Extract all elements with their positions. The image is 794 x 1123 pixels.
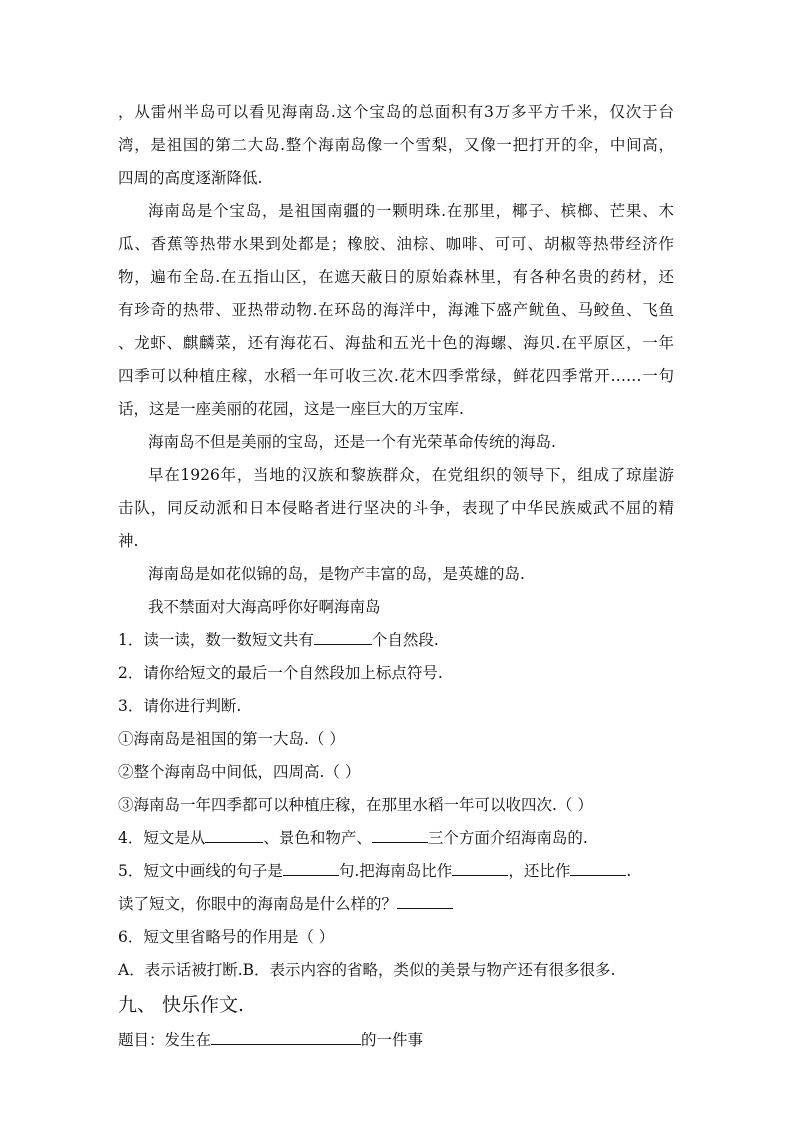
answer-blank[interactable] — [372, 828, 428, 843]
passage-line: 早在1926年，当地的汉族和黎族群众，在党组织的领导下，组成了琼崖游 — [148, 466, 674, 484]
passage-line: ，从雷州半岛可以看见海南岛.这个宝岛的总面积有3万多平方千米，仅次于台 — [118, 103, 674, 121]
passage-line: 、龙虾、麒麟菜，还有海花石、海盐和五光十色的海螺、海贝.在平原区，一年 — [118, 334, 674, 352]
passage-line: 瓜、香蕉等热带水果到处都是；橡胶、油棕、咖啡、可可、胡椒等热带经济作 — [118, 235, 674, 253]
answer-blank[interactable] — [570, 861, 626, 876]
passage-line: 有珍奇的热带、亚热带动物.在环岛的海洋中，海滩下盛产鱿鱼、马鲛鱼、飞鱼 — [118, 301, 674, 319]
question-5: 5．短文中画线的句子是 句.把海南岛比作 ，还比作 . — [118, 862, 632, 880]
passage-line: 四周的高度逐渐降低. — [118, 169, 263, 187]
judgement-item[interactable]: ③海南岛一年四季都可以种植庄稼，在那里水稻一年可以收四次.（ ） — [118, 796, 593, 814]
passage-line: 神. — [118, 532, 139, 550]
question-4: 4．短文是从 、景色和物产、 三个方面介绍海南岛的. — [118, 829, 588, 847]
answer-blank[interactable] — [452, 861, 508, 876]
passage-line: 海南岛不但是美丽的宝岛，还是一个有光荣革命传统的海岛. — [148, 433, 556, 451]
answer-blank[interactable] — [205, 828, 263, 843]
answer-blank[interactable] — [283, 861, 339, 876]
passage-line: 话，这是一座美丽的花园，这是一座巨大的万宝库. — [118, 400, 464, 418]
section-heading: 九、 快乐作文. — [118, 994, 245, 1016]
passage-line: 击队，同反动派和日本侵略者进行坚决的斗争，表现了中华民族威武不屈的精 — [118, 499, 674, 517]
judgement-item[interactable]: ②整个海南岛中间低，四周高.（ ） — [118, 763, 361, 781]
passage-line: 海南岛是如花似锦的岛，是物产丰富的岛，是英雄的岛. — [148, 565, 525, 583]
judgement-item[interactable]: ①海南岛是祖国的第一大岛.（ ） — [118, 730, 345, 748]
passage-line: 四季可以种植庄稼，水稻一年可收三次.花木四季常绿，鲜花四季常开……一句 — [118, 367, 674, 385]
passage-line: 湾，是祖国的第二大岛.整个海南岛像一个雪梨，又像一把打开的伞，中间高， — [118, 136, 674, 154]
question-2: 2．请你给短文的最后一个自然段加上标点符号. — [118, 664, 443, 682]
answer-blank[interactable] — [397, 894, 453, 909]
passage-line: 我不禁面对大海高呼你好啊海南岛 — [148, 598, 381, 616]
answer-blank[interactable] — [314, 630, 372, 645]
question-1: 1．读一读，数一数短文共有 个自然段. — [118, 631, 439, 649]
question-5-followup: 读了短文，你眼中的海南岛是什么样的？ — [118, 894, 674, 914]
question-6-options: A．表示话被打断.B．表示内容的省略，类似的美景与物产还有很多很多. — [118, 961, 616, 979]
passage-line: 物，遍布全岛.在五指山区，在遮天蔽日的原始森林里，有各种名贵的药材，还 — [118, 268, 674, 286]
question-3: 3．请你进行判断. — [118, 697, 242, 715]
composition-title: 题目：发生在 的一件事 — [118, 1031, 424, 1049]
question-6: 6．短文里省略号的作用是（ ） — [118, 928, 335, 946]
passage-line: 海南岛是个宝岛，是祖国南疆的一颗明珠.在那里，椰子、槟榔、芒果、木 — [148, 202, 674, 220]
answer-blank[interactable] — [211, 1030, 361, 1045]
